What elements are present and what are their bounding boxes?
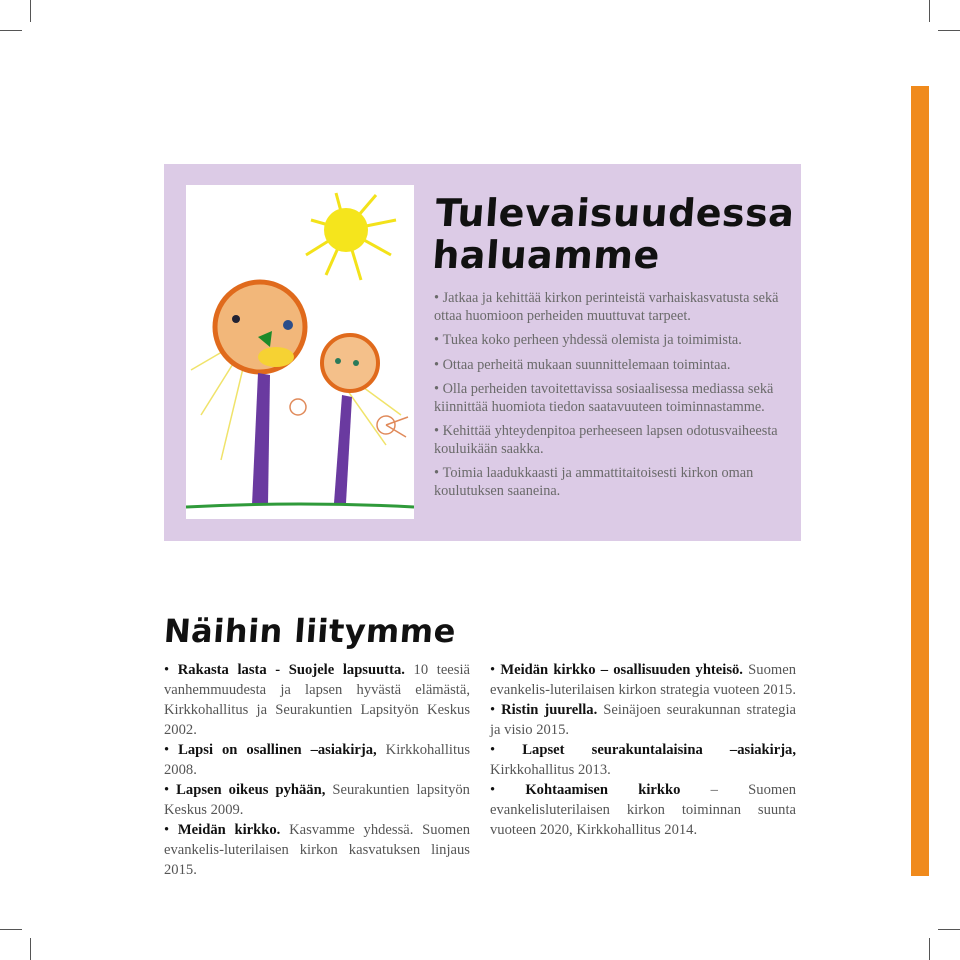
reference-title: Meidän kirkko. [177,822,281,838]
reference-detail: Suomen evankelis-luterilaisen kirkon strategia vuoteen 2015. [490,662,796,698]
accent-bar [911,86,929,876]
reference-entry [164,740,470,780]
crop-mark [30,0,31,22]
reference-entry [164,780,470,820]
reference-entry [490,740,796,780]
list-item: • Tukea koko perheen yhdessä olemista ja toimimista. [434,332,790,350]
reference-entry [490,660,796,700]
reference-detail: 10 teesiä vanhemmuudesta ja lapsen hyvästä elämästä, Kirkkohallitus ja Seurakuntien Lapsityön Keskus 2002. [164,662,470,738]
list-item: • Jatkaa ja kehittää kirkon perinteistä varhaiskasvatusta sekä ottaa huomioon perheiden muuttuvat tarpeet. [434,290,790,325]
reference-title: Kohtaamisen kirkko [525,782,681,798]
child-drawing [186,185,414,519]
crop-mark [929,0,930,22]
reference-detail: Seinäjoen seurakunnan strategia ja visio 2015. [490,702,796,738]
reference-entry [490,700,796,740]
crop-mark [0,929,22,930]
box-title-line2: haluamme [430,233,662,277]
crop-mark [938,929,960,930]
reference-title: Rakasta lasta - Suojele lapsuutta. [177,662,405,678]
reference-detail: Kasvamme yhdessä. Suomen evankelis-luterilaisen kirkon kasvatuksen linjaus 2015. [164,822,470,878]
reference-detail: Kirkkohallitus 2008. [164,742,470,778]
reference-title: Lapsi on osallinen –asiakirja, [178,742,377,758]
reference-entry [164,820,470,880]
crop-mark [938,30,960,31]
reference-detail: – Suomen evankelisluterilaisen kirkon toiminnan suunta vuoteen 2020, Kirkkohallitus 2014. [490,782,796,838]
reference-entry [164,660,470,740]
references-left-column [164,660,470,880]
references-right-column [490,660,796,840]
section-title: Näihin liitymme [162,612,458,650]
reference-entry [490,780,796,840]
crop-mark [0,30,22,31]
list-item: • Kehittää yhteydenpitoa perheeseen lapsen odotusvaiheesta kouluikään saakka. [434,423,790,458]
list-item: • Ottaa perheitä mukaan suunnittelemaan toimintaa. [434,357,790,375]
reference-detail: Seurakuntien lapsityön Keskus 2009. [164,782,470,818]
reference-detail: Kirkkohallitus 2013. [490,762,611,778]
box-title-line1: Tulevaisuudessa [433,191,797,235]
crop-mark [929,938,930,960]
reference-title: Meidän kirkko – osallisuuden yhteisö. [500,662,743,678]
box-title [430,191,797,277]
list-item: • Olla perheiden tavoitettavissa sosiaalisessa mediassa sekä kiinnittää huomiota tiedon saatavuuteen toiminnastamme. [434,381,790,416]
crop-mark [30,938,31,960]
reference-title: Ristin juurella. [501,702,598,718]
goals-list [434,290,790,507]
reference-title: Lapset seurakuntalaisina –asiakirja, [522,742,796,758]
list-item: • Toimia laadukkaasti ja ammattitaitoisesti kirkon oman koulutuksen saaneina. [434,465,790,500]
reference-title: Lapsen oikeus pyhään, [176,782,326,798]
